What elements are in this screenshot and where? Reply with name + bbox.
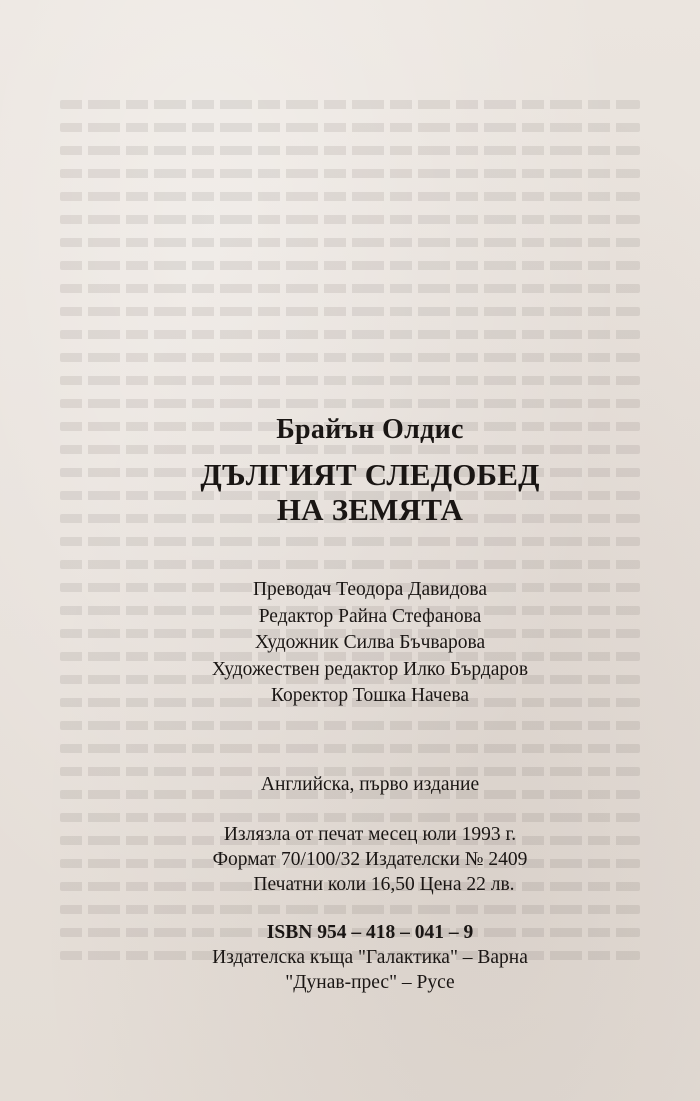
book-title: [0, 457, 700, 527]
publication-details: [0, 822, 700, 897]
credit-proofreader: Коректор Тошка Начева: [271, 685, 469, 706]
book-title-line-2: НА ЗЕМЯТА: [276, 492, 464, 527]
format-line: Формат 70/100/32 Издателски № 2409: [212, 849, 528, 870]
print-date: Излязла от печат месец юли 1993 г.: [223, 824, 517, 845]
author-name: Брайън Олдис: [276, 414, 464, 445]
credit-editor: Редактор Райна Стефанова: [258, 605, 482, 627]
isbn-number: ISBN 954 – 418 – 041 – 9: [266, 922, 474, 943]
credits-list: [0, 577, 700, 710]
publisher-name: Издателска къща "Галактика" – Варна: [212, 947, 528, 968]
print-sheets-price: Печатни коли 16,50 Цена 22 лв.: [253, 874, 515, 895]
edition-note: Английска, първо издание: [260, 774, 480, 795]
publisher-block: [0, 920, 700, 995]
credit-art-editor: Художествен редактор Илко Бърдаров: [211, 658, 529, 680]
printer-name: "Дунав-прес" – Русе: [285, 972, 455, 993]
credit-artist: Художник Силва Бъчварова: [254, 632, 486, 653]
book-title-line-1: ДЪЛГИЯТ СЛЕДОБЕД: [200, 457, 540, 492]
credit-translator: Преводач Теодора Давидова: [252, 579, 488, 600]
